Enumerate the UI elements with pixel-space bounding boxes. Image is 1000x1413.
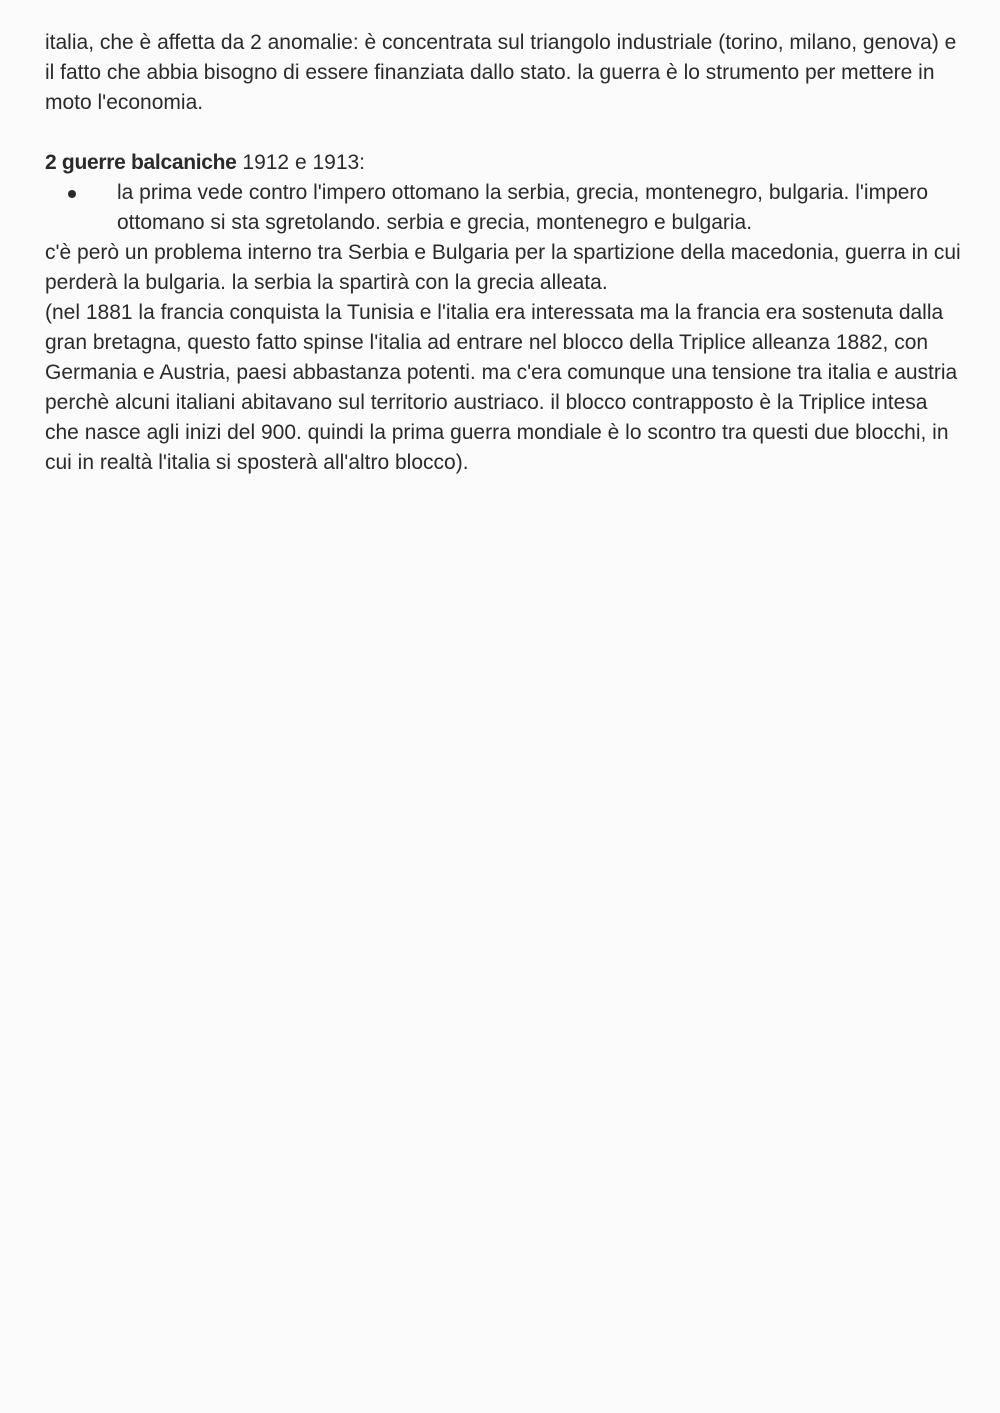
document-page: [45, 28, 965, 478]
list-item: [45, 178, 965, 238]
section-heading: [45, 148, 965, 178]
macedonia-paragraph: c'è però un problema interno tra Serbia e Bulgaria per la spartizione della macedonia, guerra in cui perderà la bulgaria. la serbia la spartirà con la grecia alleata.: [45, 241, 961, 294]
list-item-text: la prima vede contro l'impero ottomano la serbia, grecia, montenegro, bulgaria. l'impero ottomano si sta sgretolando. serbia e grecia, montenegro e bulgaria.: [117, 181, 929, 234]
section-heading-dates: 1912 e 1913:: [236, 151, 366, 174]
section-heading-bold: 2 guerre balcaniche: [45, 151, 237, 174]
bullet-icon: [45, 178, 117, 238]
paragraph-spacer: [45, 118, 965, 148]
intro-paragraph: italia, che è affetta da 2 anomalie: è concentrata sul triangolo industriale (torino, milano, genova) e il fatto che abbia bisogno di essere finanziata dallo stato. la guerra è lo strumento per mettere in moto l'economia.: [45, 31, 957, 114]
triplice-paragraph: (nel 1881 la francia conquista la Tunisia e l'italia era interessata ma la francia era sostenuta dalla gran bretagna, questo fatto spinse l'italia ad entrare nel blocco della Triplice alleanza 1882, con Germania e Austria, paesi abbastanza potenti. ma c'era comunque una tensione tra italia e austria perchè alcuni italiani abitavano sul territorio austriaco. il blocco contrapposto è la Triplice intesa che nasce agli inizi del 900. quindi la prima guerra mondiale è lo scontro tra questi due blocchi, in cui in realtà l'italia si sposterà all'altro blocco).: [45, 301, 958, 474]
